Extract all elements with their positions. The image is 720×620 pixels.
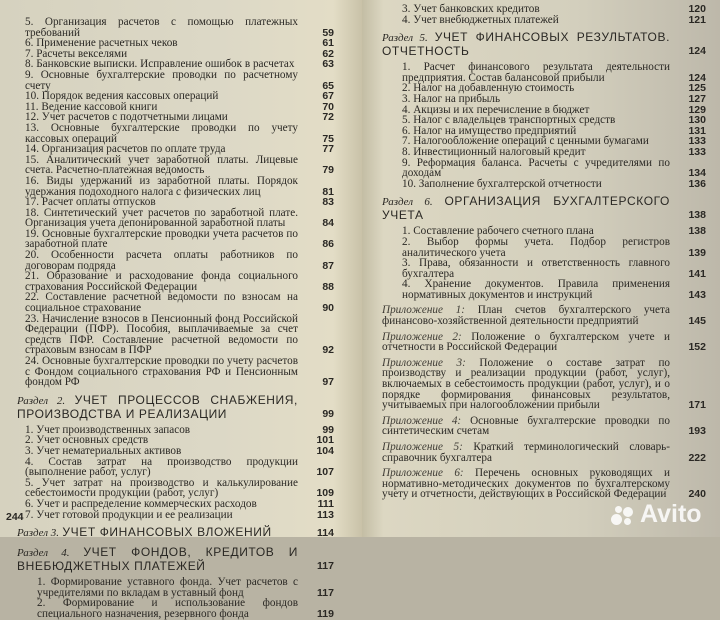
toc-entry: 21. Образование и расходование фонда социального страхования Российской Федерации 88 (25, 270, 334, 293)
toc-entry: 6. Применение расчетных чеков 61 (25, 37, 334, 50)
avito-logo-icon (610, 505, 636, 525)
right-page (362, 0, 720, 537)
toc-entry: 4. Хранение документов. Правила применения нормативных документов и инструкций 143 (402, 278, 706, 301)
toc-entry: 3. Налог на прибыль 127 (402, 92, 706, 105)
section-5-entries (382, 62, 706, 189)
toc-entry: 3. Учет банковских кредитов 120 (402, 3, 706, 15)
appendix-entry: Приложение 6: Перечень основных руководящих и нормативно-методических документов по бухгалтерскому учету и отчетности, действующих в Российской Федерации 240 (382, 467, 706, 501)
toc-entry: 4. Учет внебюджетных платежей 121 (402, 13, 706, 26)
toc-entry: 2. Выбор формы учета. Подбор регистров аналитического учета 139 (402, 235, 706, 259)
toc-entry: 9. Основные бухгалтерские проводки по расчетному счету 65 (25, 68, 334, 92)
appendix-entry: Приложение 3: Положение о составе затрат по производству и реализации продукции (работ, услуг), включаемых в себестоимость продукции (работ, услуг), и о порядке формирования финансовых результатов, учитываемых при налогообложении прибыли 171 (382, 356, 706, 412)
toc-entry: 1. Составление рабочего счетного плана 138 (402, 225, 706, 238)
toc-entry: 12. Учет расчетов с подотчетными лицами 72 (25, 111, 334, 124)
appendix-entry: Приложение 5: Краткий терминологический словарь-справочник бухгалтера 222 (382, 441, 706, 464)
toc-entry: 19. Основные бухгалтерские проводки учета расчетов по заработной плате 86 (25, 227, 334, 251)
toc-entry: 5. Налог с владельцев транспортных средств 130 (402, 114, 706, 127)
right-entries (382, 4, 706, 25)
toc-entry: 1. Формирование уставного фонда. Учет расчетов с учредителями по вкладам в уставный фонд 117 (37, 576, 334, 599)
toc-entry: 18. Синтетический учет расчетов по заработной плате. Организация учета депонированной заработной платы 84 (25, 206, 334, 230)
toc-entry: 9. Реформация баланса. Расчеты с учредителями по доходам 134 (402, 156, 706, 180)
toc-entry: 2. Учет основных средств 101 (25, 434, 334, 447)
toc-entry: 6. Налог на имущество предприятий 131 (402, 124, 706, 137)
toc-entry: 5. Учет затрат на производство и калькулирование себестоимости продукции (работ, услуг) 109 (25, 476, 334, 500)
toc-entry: 1. Учет производственных запасов 99 (25, 423, 334, 436)
toc-entry: 10. Заполнение бухгалтерской отчетности 136 (402, 177, 706, 190)
toc-entry: 7. Расчеты векселями 62 (25, 47, 334, 60)
toc-entry: 4. Состав затрат на производство продукции (выполнение работ, услуг) 107 (25, 455, 334, 479)
toc-entry: 5. Организация расчетов с помощью платежных требований 59 (25, 16, 334, 39)
appendices (382, 305, 706, 500)
section-6-entries (382, 226, 706, 300)
toc-entry: 7. Учет готовой продукции и ее реализации 113 (25, 508, 334, 521)
section-2-entries (17, 425, 334, 520)
toc-entry: 3. Учет нематериальных активов 104 (25, 444, 334, 457)
toc-entry: 7. Налогообложение операций с ценными бумагами 133 (402, 135, 706, 148)
left-entries (17, 17, 334, 388)
toc-entry: 10. Порядок ведения кассовых операций 67 (25, 90, 334, 103)
toc-entry: 3. Права, обязанности и ответственность главного бухгалтера 141 (402, 257, 706, 280)
section-heading-3: Раздел 3. УЧЕТ ФИНАНСОВЫХ ВЛОЖЕНИЙ 114 (17, 525, 334, 540)
toc-entry: 13. Основные бухгалтерские проводки по учету кассовых операций 75 (25, 121, 334, 145)
section-heading-5: Раздел 5. УЧЕТ ФИНАНСОВЫХ РЕЗУЛЬТАТОВ. ОТЧЕТНОСТЬ 124 (382, 30, 706, 59)
toc-entry: 6. Учет и распределение коммерческих расходов 111 (25, 497, 334, 510)
toc-entry: 22. Составление расчетной ведомости по взносам на социальное страхование 90 (25, 291, 334, 315)
avito-watermark (610, 500, 702, 529)
toc-entry: 8. Банковские выписки. Исправление ошибок в расчетах 63 (25, 58, 334, 71)
toc-entry: 17. Расчет оплаты отпусков 83 (25, 196, 334, 209)
section-heading-6: Раздел 6. ОРГАНИЗАЦИЯ БУХГАЛТЕРСКОГО УЧЕТА 138 (382, 194, 706, 223)
appendix-entry: Приложение 4: Основные бухгалтерские проводки по синтетическим счетам 193 (382, 414, 706, 438)
toc-entry: 11. Ведение кассовой книги 70 (25, 100, 334, 113)
appendix-entry: Приложение 1: План счетов бухгалтерского учета финансово-хозяйственной деятельности предприятий 145 (382, 304, 706, 328)
toc-entry: 2. Налог на добавленную стоимость 125 (402, 82, 706, 95)
avito-wordmark: Avito (640, 500, 702, 528)
toc-entry: 24. Основные бухгалтерские проводки по учету расчетов с Фондом социального страхования РФ и Пенсионным фондом РФ 97 (25, 355, 334, 389)
toc-entry: 8. Инвестиционный налоговый кредит 133 (402, 145, 706, 158)
section-heading-2: Раздел 2. УЧЕТ ПРОЦЕССОВ СНАБЖЕНИЯ, ПРОИЗВОДСТВА И РЕАЛИЗАЦИИ 99 (17, 392, 334, 421)
appendix-entry: Приложение 2: Положение о бухгалтерском учете и отчетности в Российской Федерации 152 (382, 330, 706, 354)
toc-entry: 23. Начисление взносов в Пенсионный фонд Российской Федерации (ПФР). Пособия, выплачиваемые за счет средств ПФР. Составление расчетной ведомости по страховым взносам в ПФР 92 (25, 312, 334, 357)
section-heading-4: Раздел 4. УЧЕТ ФОНДОВ, КРЕДИТОВ И ВНЕБЮДЖЕТНЫХ ПЛАТЕЖЕЙ 117 (17, 545, 334, 574)
toc-entry: 15. Аналитический учет заработной платы. Лицевые счета. Расчетно-платежная ведомость 79 (25, 153, 334, 177)
toc-entry: 20. Особенности расчета оплаты работников по договорам подряда 87 (25, 249, 334, 272)
page-number: 244 (6, 511, 24, 523)
section-4-entries (17, 577, 334, 619)
toc-entry: 1. Расчет финансового результата деятельности предприятия. Состав балансовой прибыли 124 (402, 61, 706, 84)
toc-entry: 4. Акцизы и их перечисление в бюджет 129 (402, 103, 706, 116)
toc-entry: 2. Формирование и использование фондов специального назначения, резервного фонда 119 (37, 597, 334, 620)
toc-entry: 14. Организация расчетов по оплате труда 77 (25, 143, 334, 156)
toc-entry: 16. Виды удержаний из заработной платы. Порядок удержания подоходного налога с физических лиц 81 (25, 174, 334, 198)
